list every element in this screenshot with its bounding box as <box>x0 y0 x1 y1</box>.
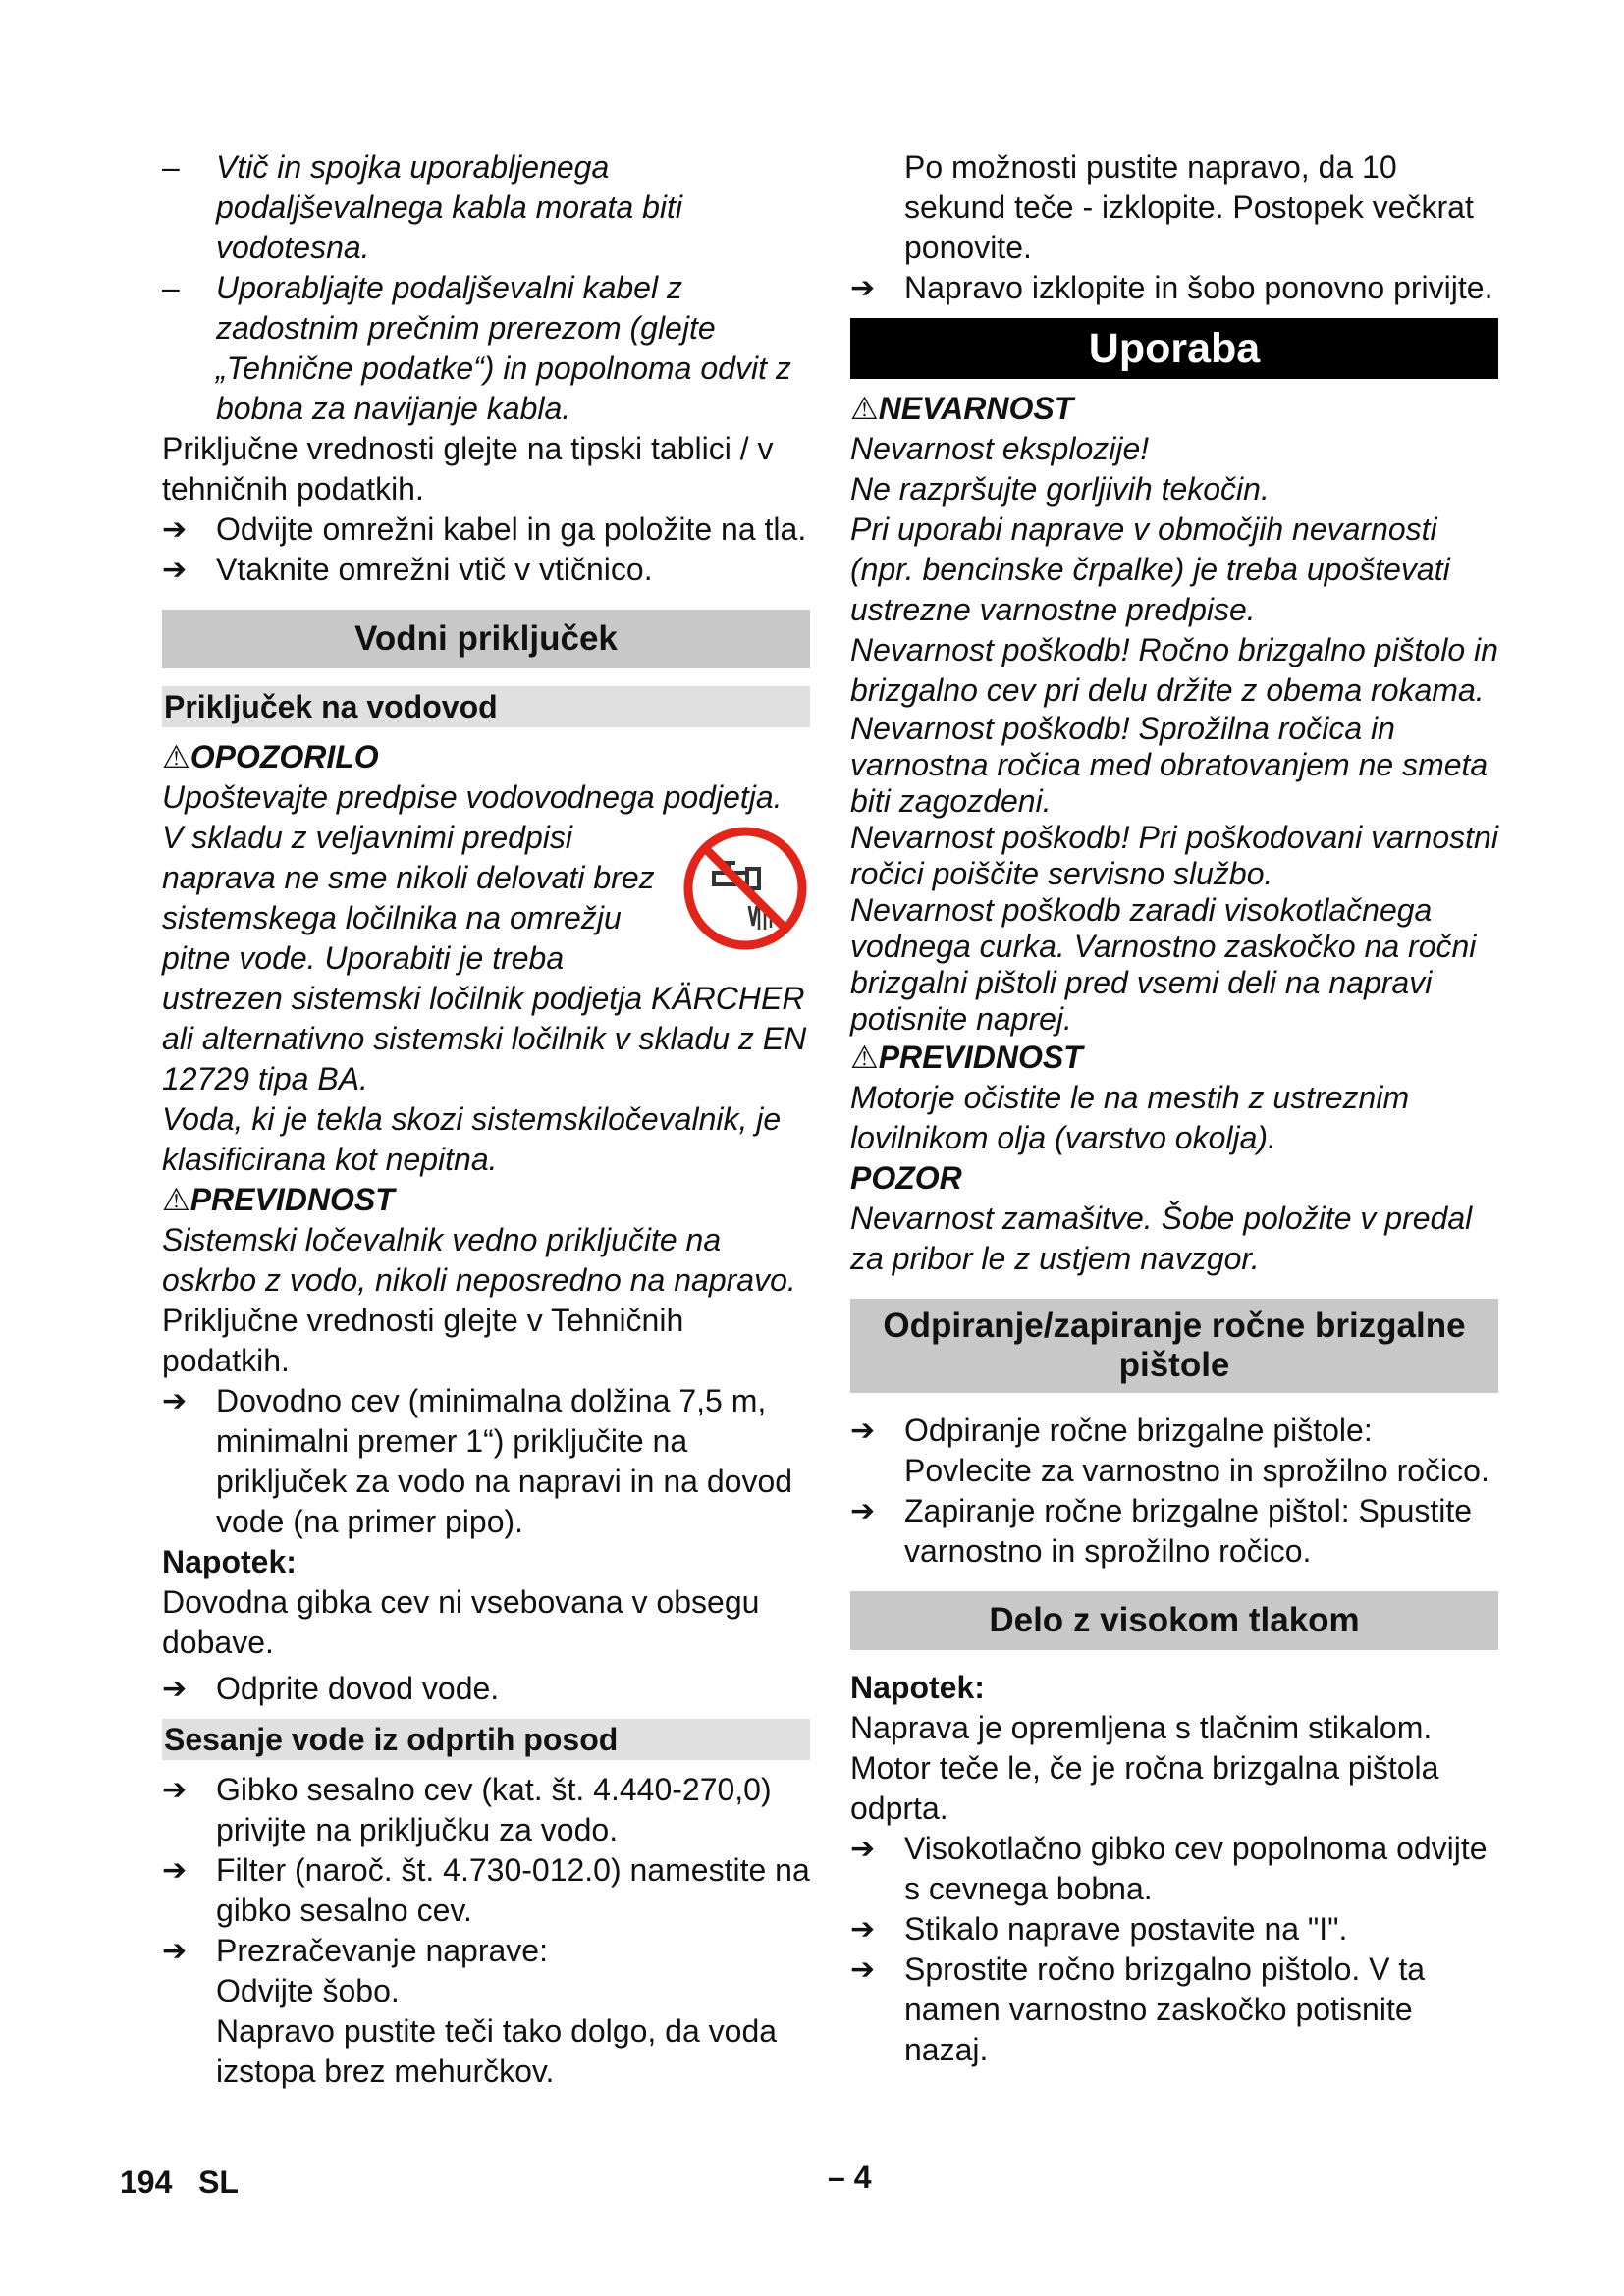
connect-values-text: Priključne vrednosti glejte na tipski tablici / v tehničnih podatkih. <box>162 431 774 507</box>
danger-title: NEVARNOST <box>878 391 1074 426</box>
caution-text: Motorje očistite le na mestih z ustreznim lovilnikom olja (varstvo okolja). <box>850 1080 1410 1155</box>
arrow-icon: ➔ <box>850 1415 876 1447</box>
note-title: Napotek: <box>850 1670 985 1705</box>
step-text: Odpiranje ročne brizgalne pištole: Povlecite za varnostno in sprožilno ročico. <box>904 1413 1489 1488</box>
warning-triangle-icon: ⚠ <box>162 1182 190 1217</box>
step-text: Dovodno cev (minimalna dolžina 7,5 m, minimalni premer 1“) priključite na priključek za vodo na napravi in na dovod vode (na primer pipo). <box>216 1383 793 1539</box>
warning-title: OPOZORILO <box>189 739 379 774</box>
caution-heading <box>162 1180 810 1220</box>
step-text: Stikalo naprave postavite na "I". <box>904 1911 1348 1947</box>
step-item <box>162 509 810 550</box>
step-item <box>850 1491 1498 1572</box>
intro-text: Po možnosti pustite napravo, da 10 sekund teče - izklopite. Postopek večkrat ponovite. <box>904 149 1474 265</box>
step-text: Visokotlačno gibko cev popolnoma odvijte s cevnega bobna. <box>904 1831 1488 1906</box>
danger-text: Nevarnost poškodb! Pri poškodovani varnostni ročici poiščite servisno službo. <box>850 820 1498 891</box>
danger-text: Ne razpršujte gorljivih tekočin. <box>850 471 1270 507</box>
section-heading-high-pressure: Delo z visokom tlakom <box>850 1591 1498 1650</box>
list-item <box>162 147 810 268</box>
step-item <box>850 1829 1498 1909</box>
arrow-icon: ➔ <box>850 1833 876 1865</box>
no-drinking-water-connection-icon <box>680 824 810 953</box>
arrow-icon: ➔ <box>162 1774 188 1806</box>
attention-text: Nevarnost zamašitve. Šobe položite v predal za pribor le z ustjem navzgor. <box>850 1201 1473 1276</box>
step-text: Gibko sesalno cev (kat. št. 4.440-270,0) privijte na priključku za vodo. <box>216 1772 772 1847</box>
list-item <box>162 268 810 429</box>
step-item <box>850 1909 1498 1949</box>
step-item <box>850 268 1498 308</box>
subsection-heading-suction: Sesanje vode iz odprtih posod <box>162 1719 810 1760</box>
arrow-icon: ➔ <box>850 272 876 304</box>
arrow-icon: ➔ <box>162 1935 188 1967</box>
arrow-icon: ➔ <box>162 554 188 586</box>
warning-text: Upoštevajte predpise vodovodnega podjetja. <box>162 779 783 815</box>
danger-text: Nevarnost poškodb! Sprožilna ročica in varnostna ročica med obratovanjem ne smeta biti zagozdeni. <box>850 711 1489 819</box>
warning-body-with-figure <box>162 818 810 1099</box>
section-heading-gun: Odpiranje/zapiranje ročne brizgalne pištole <box>850 1299 1498 1393</box>
list-item-text: Vtič in spojka uporabljenega podaljševalnega kabla morata biti vodotesna. <box>216 149 682 265</box>
caution-title: PREVIDNOST <box>189 1182 395 1217</box>
attention-title: POZOR <box>850 1160 962 1196</box>
arrow-icon: ➔ <box>850 1913 876 1946</box>
dash-marker: – <box>162 149 180 185</box>
dash-marker: – <box>162 270 180 305</box>
section-heading-water: Vodni priključek <box>162 610 810 668</box>
step-text: Vtaknite omrežni vtič v vtičnico. <box>216 552 653 587</box>
step-text: Napravo izklopite in šobo ponovno privijte. <box>904 270 1493 305</box>
caution-text: Sistemski ločevalnik vedno priključite na oskrbo z vodo, nikoli neposredno na napravo. <box>162 1222 796 1298</box>
note-title: Napotek: <box>162 1544 297 1579</box>
step-item <box>850 1411 1498 1491</box>
arrow-icon: ➔ <box>850 1495 876 1527</box>
step-text: Filter (naroč. št. 4.730-012.0) namestite na gibko sesalno cev. <box>216 1852 810 1928</box>
step-text: Odvijte omrežni kabel in ga položite na tla. <box>216 511 807 547</box>
language-code: SL <box>198 2164 239 2200</box>
step-text: Odprite dovod vode. <box>216 1671 500 1706</box>
step-text: Zapiranje ročne brizgalne pištol: Spustite varnostno in sprožilno ročico. <box>904 1493 1473 1569</box>
warning-triangle-icon: ⚠ <box>162 739 190 774</box>
warning-text: V skladu z veljavnimi predpisi naprava ne sme nikoli delovati brez sistemskega ločilnika na omrežju pitne vode. Uporabiti je treba ustrezen sistemski ločilnik podjetja KÄRCHER ali alternativno sistemski ločilnik v skladu z EN 12729 tipa BA. <box>162 820 807 1096</box>
section-heading-use: Uporaba <box>850 318 1498 379</box>
note-text: Dovodna gibka cev ni vsebovana v obsegu dobave. <box>162 1584 760 1660</box>
danger-text: Nevarnost poškodb! Ročno brizgalno pištolo in brizgalno cev pri delu držite z obema rokama. <box>850 632 1498 708</box>
danger-text: Pri uporabi naprave v območjih nevarnosti (npr. bencinske črpalke) je treba upoštevati ustrezne varnostne predpise. <box>850 511 1450 627</box>
step-item <box>162 1381 810 1542</box>
list-item-text: Uporabljajte podaljševalni kabel z zadostnim prečnim prerezom (glejte „Tehnične podatke“) in popolnoma odvit z bobna za navijanje kabla. <box>216 270 791 426</box>
step-text-group <box>216 1931 810 2092</box>
connect-values-text: Priključne vrednosti glejte v Tehničnih podatkih. <box>162 1303 684 1378</box>
warning-triangle-icon: ⚠ <box>850 1040 879 1075</box>
step-item <box>162 1850 810 1931</box>
warning-text: Voda, ki je tekla skozi sistemskiločevalnik, je klasificirana kot nepitna. <box>162 1101 782 1177</box>
arrow-icon: ➔ <box>162 513 188 546</box>
warning-heading <box>162 737 810 777</box>
danger-text: Nevarnost poškodb zaradi visokotlačnega vodnega curka. Varnostno zaskočko na ročni brizgalni pištoli pred vsemi deli na napravi potisnite naprej. <box>850 892 1477 1037</box>
subsection-heading-mains: Priključek na vodovod <box>162 686 810 727</box>
arrow-icon: ➔ <box>850 1953 876 1986</box>
page-footer <box>120 2164 239 2201</box>
step-text: Prezračevanje naprave: <box>216 1933 548 1968</box>
step-item <box>162 1669 810 1709</box>
step-item <box>162 550 810 590</box>
warning-triangle-icon: ⚠ <box>850 391 879 426</box>
danger-heading <box>850 389 1498 429</box>
step-text: Odvijte šobo. <box>216 1973 400 2008</box>
arrow-icon: ➔ <box>162 1385 188 1417</box>
note-text: Naprava je opremljena s tlačnim stikalom. Motor teče le, če je ročna brizgalna pištola odprta. <box>850 1710 1439 1826</box>
arrow-icon: ➔ <box>162 1673 188 1705</box>
caution-heading <box>850 1038 1498 1078</box>
right-column <box>850 147 1498 2070</box>
step-item <box>850 1949 1498 2070</box>
arrow-icon: ➔ <box>162 1854 188 1887</box>
page-number: 194 <box>120 2164 173 2200</box>
left-column <box>162 147 810 2092</box>
step-item <box>162 1931 810 2092</box>
step-item <box>162 1770 810 1850</box>
step-text: Napravo pustite teči tako dolgo, da voda izstopa brez mehurčkov. <box>216 2013 778 2089</box>
sub-page-number: – 4 <box>828 2160 872 2195</box>
caution-title: PREVIDNOST <box>878 1040 1083 1075</box>
danger-text: Nevarnost eksplozije! <box>850 431 1150 466</box>
step-text: Sprostite ročno brizgalno pištolo. V ta namen varnostno zaskočko potisnite nazaj. <box>904 1951 1426 2067</box>
